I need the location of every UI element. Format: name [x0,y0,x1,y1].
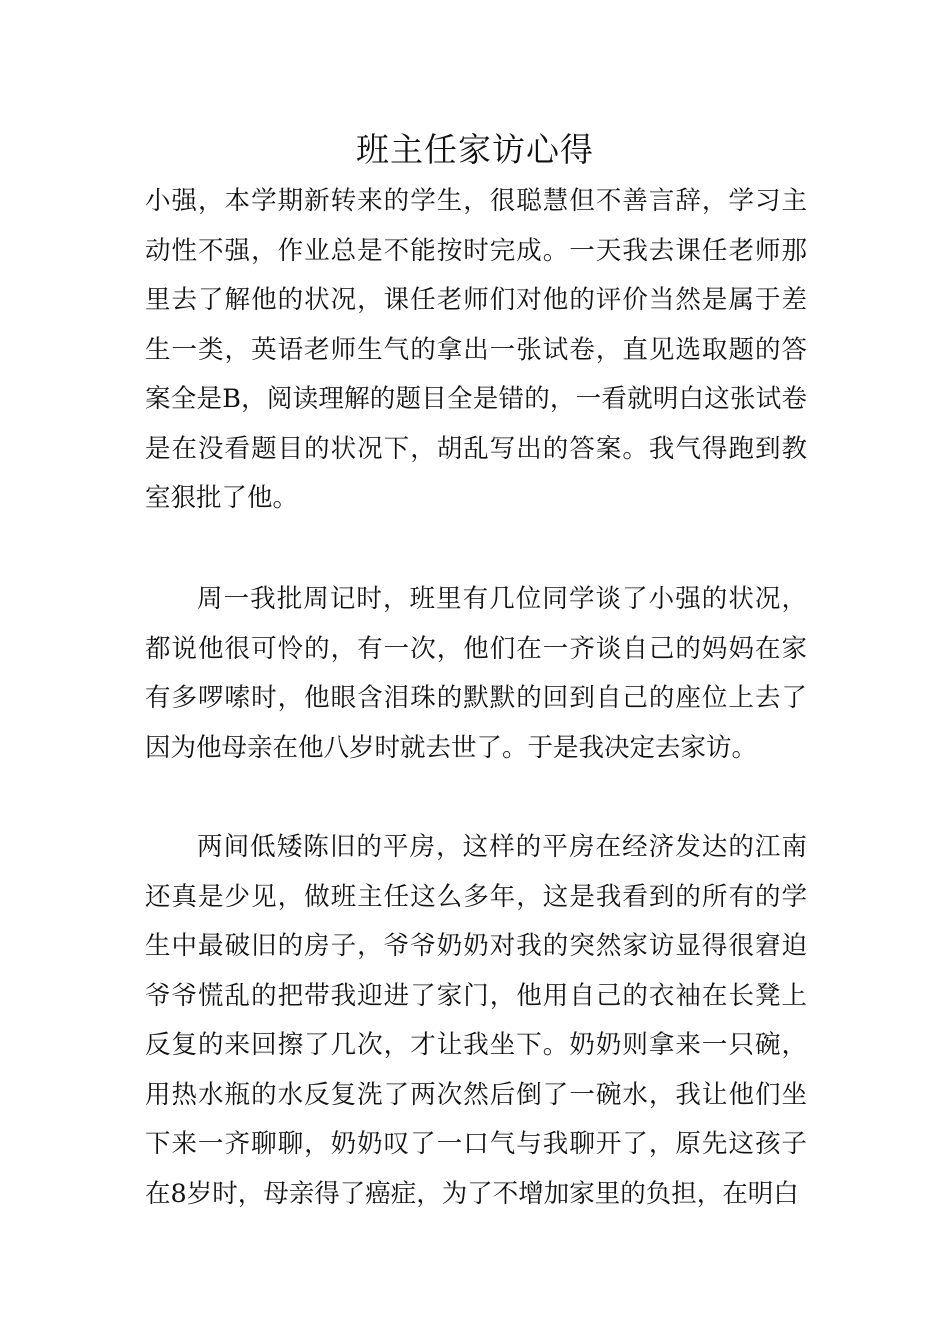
paragraph-2: 周一我批周记时，班里有几位同学谈了小强的状况，都说他很可怜的，有一次，他们在一齐谈自己的妈妈在家有多啰嗦时，他眼含泪珠的默默的回到自己的座位上去了因为他母亲在他八岁时就去世了。于是我决定去家访。 [145,584,807,763]
paragraph-3: 两间低矮陈旧的平房，这样的平房在经济发达的江南还真是少见，做班主任这么多年，这是我看到的所有的学生中最破旧的房子，爷爷奶奶对我的突然家访显得很窘迫爷爷慌乱的把带我迎进了家门，他用自己的衣袖在长凳上反复的来回擦了几次，才让我坐下。奶奶则拿来一只碗，用热水瓶的水反复洗了两次然后倒了一碗水，我让他们坐下来一齐聊聊，奶奶叹了一口气与我聊开了，原先这孩子在8岁时，母亲得了癌症，为了不增加家里的负担，在明白 [145,832,807,1209]
document-title: 班主任家访心得 [356,130,594,169]
paragraph-1: 小强，本学期新转来的学生，很聪慧但不善言辞，学习主动性不强，作业总是不能按时完成。一天我去课任老师那里去了解他的状况，课任老师们对他的评价当然是属于差生一类，英语老师生气的拿出一张试卷，直见选取题的答案全是B，阅读理解的题目全是错的，一看就明白这张试卷是在没看题目的状况下，胡乱写出的答案。我气得跑到教室狠批了他。 [145,186,807,513]
